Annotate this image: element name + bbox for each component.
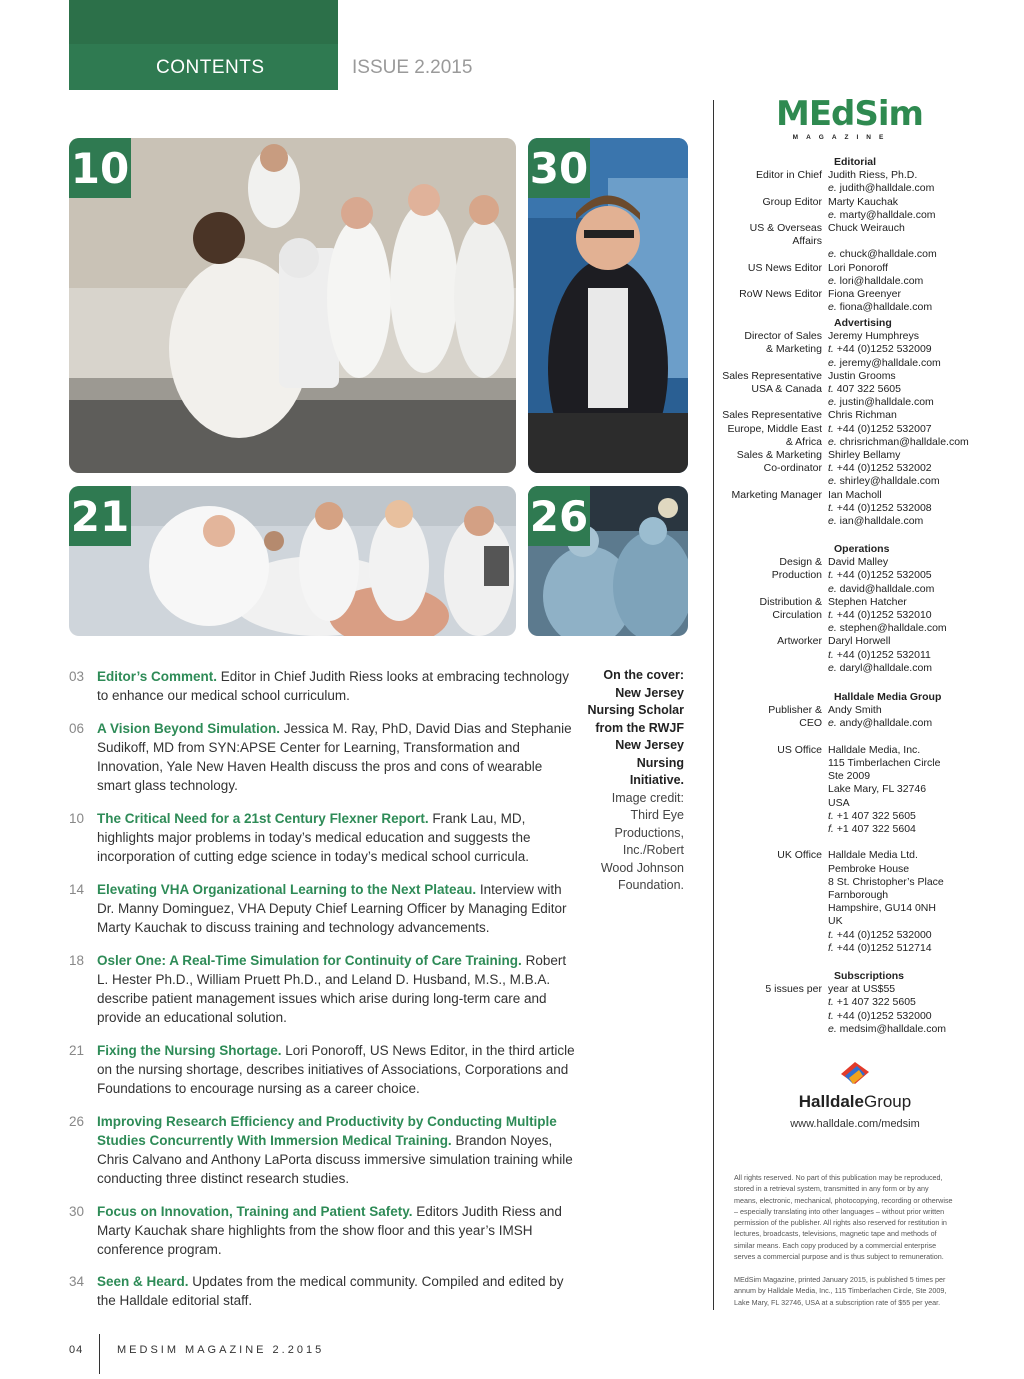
masthead-editorial <box>720 156 1010 314</box>
masthead-role <box>720 889 828 902</box>
masthead-role <box>720 996 828 1009</box>
masthead-row <box>720 836 1010 849</box>
masthead-value: year at US$55 <box>828 983 896 996</box>
masthead-row <box>720 248 1010 261</box>
masthead-role: US & Overseas Affairs <box>749 222 822 248</box>
masthead-row <box>720 783 1010 796</box>
masthead-value[interactable]: e. jeremy@halldale.com <box>828 356 941 369</box>
masthead-value: Chris Richman <box>828 409 897 422</box>
masthead-role <box>720 662 828 675</box>
footer-magazine-name: MEDSIM MAGAZINE 2.2015 <box>117 1344 325 1356</box>
masthead-row <box>720 569 1010 582</box>
masthead-advertising <box>720 317 1010 528</box>
masthead-value: Andy Smith <box>828 704 882 717</box>
masthead-row <box>720 330 1010 343</box>
masthead-value[interactable]: e. shirley@halldale.com <box>828 475 940 488</box>
masthead-value: t. +44 (0)1252 532008 <box>828 501 932 514</box>
masthead-row <box>720 717 1010 730</box>
masthead-role <box>720 902 828 915</box>
masthead-value <box>828 731 1010 744</box>
cover-credit-line: Inc./Robert <box>622 843 684 857</box>
masthead-role <box>720 797 828 810</box>
feature-image-26[interactable] <box>528 486 688 636</box>
masthead-row <box>720 744 1010 757</box>
cover-caption-line: Nursing Initiative. <box>629 755 684 787</box>
masthead-row <box>720 704 1010 717</box>
masthead-operations <box>720 543 1010 675</box>
cover-credit <box>582 667 684 895</box>
masthead-role: Publisher & <box>768 704 822 717</box>
masthead-row <box>720 929 1010 942</box>
masthead-row <box>720 797 1010 810</box>
toc-page-number: 10 <box>69 811 85 826</box>
masthead-role <box>720 731 828 744</box>
cover-credit-line: Productions, <box>614 825 684 840</box>
masthead-role <box>720 301 828 314</box>
masthead-role <box>720 248 828 261</box>
toc-item[interactable] <box>69 1112 579 1188</box>
masthead-row <box>720 915 1010 928</box>
masthead-heading: Operations <box>834 543 890 555</box>
contents-banner <box>69 0 338 90</box>
cover-credit-line: Image credit: <box>611 790 684 805</box>
masthead-role <box>720 583 828 596</box>
nursing-training-photo <box>69 486 516 636</box>
page-badge: 26 <box>528 486 590 546</box>
masthead-value[interactable]: e. fiona@halldale.com <box>828 301 933 314</box>
masthead-row <box>720 222 1010 248</box>
masthead-role <box>720 209 828 222</box>
masthead-value[interactable]: e. chuck@halldale.com <box>828 248 937 261</box>
masthead-value: t. +1 407 322 5605 <box>828 996 916 1009</box>
masthead-role: Production <box>771 569 822 582</box>
cover-credit-line: Wood Johnson <box>600 860 684 875</box>
masthead-value: f. +44 (0)1252 512714 <box>828 941 932 954</box>
masthead-value: Lori Ponoroff <box>828 261 888 274</box>
toc-item[interactable] <box>69 1041 579 1098</box>
masthead-value: Pembroke House <box>828 862 910 875</box>
masthead-row <box>720 770 1010 783</box>
masthead-row <box>720 622 1010 635</box>
masthead-value: Lake Mary, FL 32746 <box>828 783 927 796</box>
masthead-row <box>720 436 1010 449</box>
masthead-value: UK <box>828 915 843 928</box>
masthead-role: 5 issues per <box>765 983 822 996</box>
masthead-row <box>720 1023 1010 1036</box>
masthead-value[interactable]: e. ian@halldale.com <box>828 515 924 528</box>
rights-notice: All rights reserved. No part of this publication may be reproduced, stored in a retrieval system, transmitted in any form or by any means, electronic, mechanical, photocopying, recording or otherwise – especially translating into other languages – without prior written permission of the publisher. All rights also reserved for restitution in lectures, broadcasts, televisions, magnetic tape and methods of similar means. Each copy produced by a commercial enterprise serves a commercial purpose and is thus subject to remuneration. <box>734 1173 953 1262</box>
masthead-value: 8 St. Christopher’s Place <box>828 875 944 888</box>
halldale-name-light: Group <box>863 1092 912 1111</box>
masthead-row <box>720 383 1010 396</box>
masthead-role <box>720 357 828 370</box>
masthead-row <box>720 649 1010 662</box>
toc-page-number: 21 <box>69 1043 85 1058</box>
column-divider <box>713 100 714 1310</box>
toc-item[interactable] <box>69 880 579 937</box>
masthead-role <box>720 942 828 955</box>
masthead-role <box>720 396 828 409</box>
masthead-role <box>720 275 828 288</box>
masthead-value: t. +44 (0)1252 532009 <box>828 343 932 356</box>
masthead-role <box>720 876 828 889</box>
masthead-role <box>720 1023 828 1036</box>
toc-title[interactable]: Improving Research Efficiency and Productivity by Conducting Multiple Studies Concurrently With Immersion Medical Training. <box>97 1114 557 1148</box>
page-number: 04 <box>69 1344 84 1356</box>
masthead-role <box>720 649 828 662</box>
masthead-row <box>720 823 1010 836</box>
masthead-role <box>720 823 828 836</box>
masthead-role: Artworker <box>777 635 822 648</box>
masthead-role: Co-ordinator <box>763 462 822 475</box>
masthead-role <box>720 502 828 515</box>
masthead-role: Editor in Chief <box>756 169 822 182</box>
masthead-value[interactable]: e. andy@halldale.com <box>828 717 933 730</box>
toc-page-number: 30 <box>69 1204 85 1219</box>
toc-page-number: 06 <box>69 721 85 736</box>
cover-caption-line: from the RWJF <box>595 720 684 735</box>
masthead-row <box>720 370 1010 383</box>
masthead-role: & Africa <box>785 435 822 448</box>
toc-title[interactable]: The Critical Need for a 21st Century Flexner Report. <box>97 811 429 826</box>
masthead-role: USA & Canada <box>751 383 822 396</box>
masthead-row <box>720 983 1010 996</box>
toc-title[interactable]: Elevating VHA Organizational Learning to the Next Plateau. <box>97 882 477 897</box>
toc-item[interactable] <box>69 1272 579 1310</box>
footer-divider <box>99 1334 100 1374</box>
masthead-role: Director of Sales <box>744 330 822 343</box>
page-badge: 30 <box>528 138 590 198</box>
masthead-value: Stephen Hatcher <box>828 595 907 608</box>
halldale-logo-icon <box>835 1058 875 1088</box>
masthead-row <box>720 849 1010 862</box>
masthead-value <box>828 836 1010 849</box>
masthead-role <box>720 783 828 796</box>
masthead-role: Distribution & <box>759 595 822 608</box>
halldale-name-bold: Halldale <box>798 1092 864 1111</box>
masthead-row <box>720 583 1010 596</box>
masthead-row <box>720 757 1010 770</box>
masthead-role: Marketing Manager <box>731 488 822 501</box>
masthead-role <box>720 182 828 195</box>
masthead-row <box>720 662 1010 675</box>
masthead-row <box>720 996 1010 1009</box>
masthead-value[interactable]: e. lori@halldale.com <box>828 274 924 287</box>
masthead-heading: Subscriptions <box>834 970 905 982</box>
cover-credit-line: Foundation. <box>617 878 684 892</box>
masthead-role: Sales Representative <box>722 369 822 382</box>
masthead-row <box>720 609 1010 622</box>
toc-item[interactable] <box>69 809 579 866</box>
halldale-name <box>780 1092 930 1112</box>
cover-caption-line: New Jersey <box>615 685 684 700</box>
masthead-heading: Editorial <box>834 156 877 168</box>
masthead-row <box>720 556 1010 569</box>
masthead-row <box>720 731 1010 744</box>
feature-image-10[interactable] <box>69 138 516 473</box>
masthead-value: USA <box>828 796 850 809</box>
masthead-role: Group Editor <box>762 195 822 208</box>
masthead-row <box>720 182 1010 195</box>
toc-page-number: 14 <box>69 882 85 897</box>
masthead-value: Judith Riess, Ph.D. <box>828 169 918 182</box>
masthead-row <box>720 902 1010 915</box>
masthead-value: t. +44 (0)1252 532002 <box>828 462 932 475</box>
masthead-row <box>720 462 1010 475</box>
masthead-value: Marty Kauchak <box>828 195 899 208</box>
masthead-row <box>720 635 1010 648</box>
masthead-value: Ste 2009 <box>828 770 871 783</box>
masthead-row <box>720 889 1010 902</box>
masthead-row <box>720 262 1010 275</box>
cover-caption-line: Nursing Scholar <box>587 703 684 717</box>
masthead-role: Circulation <box>772 609 822 622</box>
issue-label: ISSUE 2.2015 <box>352 57 473 78</box>
toc-page-number: 34 <box>69 1274 85 1289</box>
toc-description: Editor in Chief Judith Riess looks at embracing technology to enhance our medical school curriculum. <box>97 669 569 703</box>
masthead-value: Halldale Media Ltd. <box>828 849 918 862</box>
toc-description: Robert L. Hester Ph.D., William Pruett Ph.D., and Leland D. Husband, M.S., M.B.A. describe patient management issues which arise during long-term care and provide an educational solution. <box>97 953 567 1025</box>
masthead-value: Chuck Weirauch <box>828 222 905 235</box>
masthead-value: t. +1 407 322 5605 <box>828 809 916 822</box>
publication-notice: MEdSim Magazine, printed January 2015, is published 5 times per annum by Halldale Media, Inc., 115 Timberlachen Circle, Ste 2009, Lake Mary, FL 32746, USA at a subscription rate of $55 per year. <box>734 1275 947 1307</box>
masthead-row <box>720 288 1010 301</box>
masthead-role: Europe, Middle East <box>727 422 822 435</box>
toc-page-number: 18 <box>69 953 85 968</box>
masthead-role <box>720 515 828 528</box>
masthead-row <box>720 489 1010 502</box>
masthead-row <box>720 209 1010 222</box>
masthead-row <box>720 275 1010 288</box>
masthead-row <box>720 343 1010 356</box>
masthead-role: RoW News Editor <box>739 288 822 301</box>
masthead-role: CEO <box>799 717 822 730</box>
toc-title[interactable]: Seen & Heard. <box>97 1274 189 1289</box>
masthead-row <box>720 169 1010 182</box>
masthead-row <box>720 301 1010 314</box>
masthead-value[interactable]: e. justin@halldale.com <box>828 396 934 409</box>
lab-microscope-photo <box>69 138 516 473</box>
masthead-group <box>720 691 1010 955</box>
masthead-row <box>720 357 1010 370</box>
masthead-row <box>720 396 1010 409</box>
toc-description: Brandon Noyes, Chris Calvano and Anthony LaPorta discuss immersive simulation training while conducting three distinct research studies. <box>97 1133 573 1186</box>
toc-title[interactable]: Osler One: A Real-Time Simulation for Continuity of Care Training. <box>97 953 522 968</box>
banner-top <box>69 0 338 44</box>
toc-item[interactable] <box>69 667 579 705</box>
masthead-role: Design & <box>779 556 822 569</box>
masthead-row <box>720 1010 1010 1023</box>
masthead-value: t. +44 (0)1252 532000 <box>828 1009 932 1022</box>
toc-title[interactable]: Focus on Innovation, Training and Patient Safety. <box>97 1204 413 1219</box>
masthead-value[interactable]: e. david@halldale.com <box>828 582 935 595</box>
masthead-value: Fiona Greenyer <box>828 288 901 301</box>
masthead-value: Hampshire, GU14 0NH <box>828 902 936 915</box>
masthead-role: US News Editor <box>747 261 822 274</box>
masthead-heading: Advertising <box>834 317 892 329</box>
toc-title[interactable]: Editor’s Comment. <box>97 669 218 684</box>
masthead-role: US Office <box>777 743 822 756</box>
masthead-value[interactable]: e. medsim@halldale.com <box>828 1022 947 1035</box>
masthead-value: David Malley <box>828 556 889 569</box>
masthead-value: t. +44 (0)1252 532007 <box>828 422 932 435</box>
masthead-value[interactable]: e. chrisrichman@halldale.com <box>828 435 969 448</box>
masthead-row <box>720 515 1010 528</box>
masthead-value: f. +1 407 322 5604 <box>828 823 916 836</box>
toc-title[interactable]: A Vision Beyond Simulation. <box>97 721 281 736</box>
cover-credit-line: Third Eye <box>630 808 684 822</box>
masthead-row <box>720 863 1010 876</box>
masthead-row <box>720 596 1010 609</box>
masthead-value[interactable]: e. marty@halldale.com <box>828 208 936 221</box>
page-footer <box>69 1334 469 1374</box>
masthead-role <box>720 863 828 876</box>
masthead-row <box>720 409 1010 422</box>
page-badge: 21 <box>69 486 131 546</box>
masthead-role <box>720 770 828 783</box>
masthead-value: t. +44 (0)1252 532000 <box>828 928 932 941</box>
masthead-row <box>720 449 1010 462</box>
masthead-row <box>720 502 1010 515</box>
page-badge: 10 <box>69 138 131 198</box>
medsim-logo <box>776 94 923 141</box>
masthead-value: t. 407 322 5605 <box>828 383 901 396</box>
cover-caption-line: New Jersey <box>615 738 684 752</box>
masthead-value: Shirley Bellamy <box>828 449 901 462</box>
masthead-role <box>720 929 828 942</box>
masthead-heading: Halldale Media Group <box>834 691 942 703</box>
masthead-row <box>720 942 1010 955</box>
feature-image-30[interactable] <box>528 138 688 473</box>
masthead-subscriptions <box>720 970 1010 1036</box>
masthead-value: Farnborough <box>828 889 889 902</box>
toc-title[interactable]: Fixing the Nursing Shortage. <box>97 1043 282 1058</box>
masthead-role <box>720 757 828 770</box>
logo-wordmark: MEdSim <box>776 94 923 134</box>
toc-description: Jessica M. Ray, PhD, David Dias and Stephanie Sudikoff, MD from SYN:APSE Center for Learning, Transformation and Innovation, Yale New Haven Health discuss the pros and cons of wearable smart glass technology. <box>97 721 572 793</box>
masthead-value: t. +44 (0)1252 532005 <box>828 569 932 582</box>
toc-page-number: 03 <box>69 669 85 684</box>
masthead-value: Halldale Media, Inc. <box>828 743 921 756</box>
masthead-value[interactable]: e. stephen@halldale.com <box>828 622 947 635</box>
cover-heading: On the cover: <box>603 668 684 682</box>
masthead-role: & Marketing <box>765 343 822 356</box>
masthead-role <box>720 622 828 635</box>
masthead-row <box>720 475 1010 488</box>
logo-subtitle: MAGAZINE <box>792 134 892 141</box>
toc-description: Lori Ponoroff, US News Editor, in the third article on the nursing shortage, describes initiatives of Associations, Corporations and Foundations to encourage nursing as a career choice. <box>97 1043 575 1096</box>
toc-description: Updates from the medical community. Compiled and edited by the Halldale editorial staff. <box>97 1274 564 1308</box>
masthead-role: Sales & Marketing <box>736 449 822 462</box>
masthead-value[interactable]: e. judith@halldale.com <box>828 182 935 195</box>
toc-item[interactable] <box>69 719 579 795</box>
toc-description: Interview with Dr. Manny Dominguez, VHA Deputy Chief Learning Officer by Managing Editor Marty Kauchak to discuss training and technology advancements. <box>97 882 567 935</box>
toc-item[interactable] <box>69 1202 579 1259</box>
masthead-value: Justin Grooms <box>828 369 896 382</box>
masthead-row <box>720 196 1010 209</box>
toc-description: Frank Lau, MD, highlights major problems in today’s medical education and suggests the incorporation of cutting edge science in today’s medical school curricula. <box>97 811 531 864</box>
toc-item[interactable] <box>69 951 579 1027</box>
feature-image-21[interactable] <box>69 486 516 636</box>
masthead-value[interactable]: e. daryl@halldale.com <box>828 661 933 674</box>
masthead-role <box>720 1010 828 1023</box>
masthead-role <box>720 810 828 823</box>
masthead-role: Sales Representative <box>722 409 822 422</box>
masthead-role <box>720 475 828 488</box>
halldale-url[interactable]: www.halldale.com/medsim <box>790 1118 920 1130</box>
masthead-row <box>720 876 1010 889</box>
toc-description: Editors Judith Riess and Marty Kauchak share highlights from the show floor and this year’s IMSH conference program. <box>97 1204 562 1257</box>
masthead-value: t. +44 (0)1252 532010 <box>828 609 932 622</box>
masthead-row <box>720 810 1010 823</box>
masthead-value: Jeremy Humphreys <box>828 330 920 343</box>
masthead-value: t. +44 (0)1252 532011 <box>828 648 931 661</box>
masthead-value: Ian Macholl <box>828 488 882 501</box>
toc-page-number: 26 <box>69 1114 85 1129</box>
masthead-row <box>720 423 1010 436</box>
contents-label: CONTENTS <box>156 57 265 78</box>
halldale-group-block <box>780 1058 930 1130</box>
masthead-role: UK Office <box>777 849 822 862</box>
masthead-role <box>720 836 828 849</box>
masthead-role <box>720 915 828 928</box>
masthead-value: 115 Timberlachen Circle <box>828 757 941 770</box>
masthead-value: Daryl Horwell <box>828 635 891 648</box>
